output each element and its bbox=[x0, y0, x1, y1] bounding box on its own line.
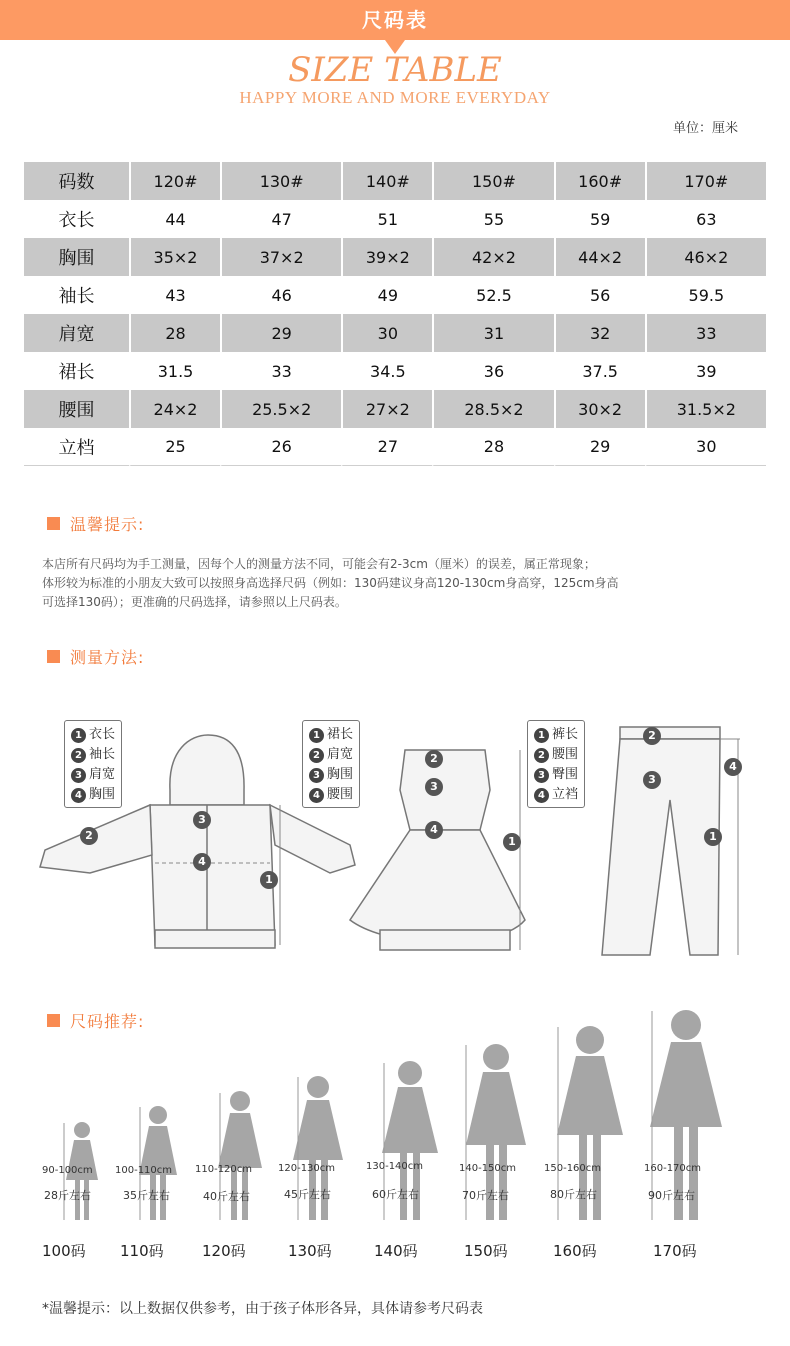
legend-label: 袖长 bbox=[89, 747, 116, 762]
table-cell: 30×2 bbox=[554, 390, 645, 428]
table-row bbox=[24, 428, 766, 466]
number-badge: 3 bbox=[309, 768, 324, 783]
table-cell: 29 bbox=[220, 314, 341, 352]
row-label: 裙长 bbox=[24, 352, 129, 390]
recommend-size: 160码 bbox=[553, 1242, 597, 1260]
recommend-weight: 45斤左右 bbox=[284, 1188, 331, 1201]
table-cell: 30 bbox=[645, 428, 766, 466]
measure-marker: 3 bbox=[193, 811, 211, 829]
banner-title: 尺码表 bbox=[362, 8, 428, 32]
tips-title: 温馨提示: bbox=[70, 515, 145, 534]
dress-legend bbox=[302, 720, 360, 808]
table-cell: 33 bbox=[220, 352, 341, 390]
measure-marker: 1 bbox=[260, 871, 278, 889]
row-label: 衣长 bbox=[24, 200, 129, 238]
tips-line: 体形较为标准的小朋友大致可以按照身高选择尺码（例如：130码建议身高120-130cm身高穿，125cm身高 bbox=[42, 576, 619, 590]
recommend-weight: 60斤左右 bbox=[372, 1188, 419, 1201]
legend-item bbox=[534, 725, 578, 745]
measure-marker: 2 bbox=[425, 750, 443, 768]
recommend-height: 110-120cm bbox=[195, 1164, 253, 1175]
number-badge: 2 bbox=[309, 748, 324, 763]
recommend-height: 130-140cm bbox=[366, 1161, 424, 1172]
measure-figure bbox=[30, 705, 770, 975]
header-cell: 码数 bbox=[24, 162, 129, 200]
recommend-weight: 90斤左右 bbox=[648, 1189, 695, 1202]
table-cell: 39×2 bbox=[341, 238, 432, 276]
header-cell: 120# bbox=[129, 162, 220, 200]
header-cell: 170# bbox=[645, 162, 766, 200]
table-header-row bbox=[24, 162, 766, 200]
measure-heading bbox=[47, 645, 144, 668]
table-cell: 26 bbox=[220, 428, 341, 466]
tips-line: 可选择130码）；更准确的尺码选择，请参照以上尺码表。 bbox=[42, 595, 347, 609]
table-cell: 46×2 bbox=[645, 238, 766, 276]
table-cell: 29 bbox=[554, 428, 645, 466]
table-cell: 35×2 bbox=[129, 238, 220, 276]
recommend-size: 100码 bbox=[42, 1242, 86, 1260]
table-cell: 46 bbox=[220, 276, 341, 314]
number-badge: 4 bbox=[309, 788, 324, 803]
table-cell: 43 bbox=[129, 276, 220, 314]
table-cell: 51 bbox=[341, 200, 432, 238]
table-cell: 24×2 bbox=[129, 390, 220, 428]
measure-title: 测量方法: bbox=[70, 648, 145, 667]
table-cell: 25 bbox=[129, 428, 220, 466]
table-cell: 37×2 bbox=[220, 238, 341, 276]
measure-marker: 4 bbox=[425, 821, 443, 839]
legend-item bbox=[534, 785, 578, 805]
table-cell: 59.5 bbox=[645, 276, 766, 314]
row-label: 立档 bbox=[24, 428, 129, 466]
measure-marker: 3 bbox=[643, 771, 661, 789]
measure-marker: 4 bbox=[724, 758, 742, 776]
table-cell: 27 bbox=[341, 428, 432, 466]
legend-label: 裙长 bbox=[327, 727, 354, 742]
header-cell: 150# bbox=[432, 162, 553, 200]
measure-marker: 1 bbox=[503, 833, 521, 851]
recommend-height: 150-160cm bbox=[544, 1163, 602, 1174]
recommend-size: 130码 bbox=[288, 1242, 332, 1260]
table-cell: 39 bbox=[645, 352, 766, 390]
measure-marker: 2 bbox=[643, 727, 661, 745]
table-cell: 59 bbox=[554, 200, 645, 238]
legend-label: 肩宽 bbox=[327, 747, 354, 762]
table-cell: 36 bbox=[432, 352, 553, 390]
table-row bbox=[24, 314, 766, 352]
number-badge: 1 bbox=[309, 728, 324, 743]
recommend-weight: 40斤左右 bbox=[203, 1190, 250, 1203]
legend-item bbox=[309, 765, 353, 785]
legend-item bbox=[534, 745, 578, 765]
table-cell: 33 bbox=[645, 314, 766, 352]
square-bullet-icon bbox=[47, 517, 60, 530]
legend-label: 裤长 bbox=[552, 727, 579, 742]
measure-marker: 2 bbox=[80, 827, 98, 845]
table-cell: 55 bbox=[432, 200, 553, 238]
measure-marker: 3 bbox=[425, 778, 443, 796]
pants-legend bbox=[527, 720, 585, 808]
table-cell: 30 bbox=[341, 314, 432, 352]
header-cell: 160# bbox=[554, 162, 645, 200]
recommend-size: 120码 bbox=[202, 1242, 246, 1260]
square-bullet-icon bbox=[47, 650, 60, 663]
legend-item bbox=[309, 785, 353, 805]
table-cell: 37.5 bbox=[554, 352, 645, 390]
number-badge: 1 bbox=[71, 728, 86, 743]
legend-label: 腰围 bbox=[327, 787, 354, 802]
recommend-title: 尺码推荐: bbox=[70, 1012, 145, 1031]
row-label: 腰围 bbox=[24, 390, 129, 428]
number-badge: 1 bbox=[534, 728, 549, 743]
tips-heading bbox=[47, 512, 144, 535]
legend-label: 衣长 bbox=[89, 727, 116, 742]
table-cell: 25.5×2 bbox=[220, 390, 341, 428]
number-badge: 3 bbox=[534, 768, 549, 783]
recommend-height: 120-130cm bbox=[278, 1163, 336, 1174]
recommend-height: 140-150cm bbox=[459, 1163, 517, 1174]
number-badge: 4 bbox=[71, 788, 86, 803]
recommend-weight: 35斤左右 bbox=[123, 1189, 170, 1202]
legend-item bbox=[534, 765, 578, 785]
recommend-size: 110码 bbox=[120, 1242, 164, 1260]
row-label: 袖长 bbox=[24, 276, 129, 314]
table-cell: 28.5×2 bbox=[432, 390, 553, 428]
table-cell: 44 bbox=[129, 200, 220, 238]
table-row bbox=[24, 276, 766, 314]
recommend-weight: 70斤左右 bbox=[462, 1189, 509, 1202]
recommend-size: 140码 bbox=[374, 1242, 418, 1260]
table-cell: 31.5×2 bbox=[645, 390, 766, 428]
table-row bbox=[24, 200, 766, 238]
table-cell: 27×2 bbox=[341, 390, 432, 428]
legend-label: 立裆 bbox=[552, 787, 579, 802]
table-cell: 49 bbox=[341, 276, 432, 314]
table-row bbox=[24, 390, 766, 428]
legend-item bbox=[309, 725, 353, 745]
table-cell: 56 bbox=[554, 276, 645, 314]
legend-label: 腰围 bbox=[552, 747, 579, 762]
legend-label: 臀围 bbox=[552, 767, 579, 782]
garment-sketches bbox=[30, 705, 770, 975]
header-cell: 140# bbox=[341, 162, 432, 200]
recommend-height: 160-170cm bbox=[644, 1163, 702, 1174]
table-row bbox=[24, 352, 766, 390]
table-cell: 31.5 bbox=[129, 352, 220, 390]
measure-marker: 1 bbox=[704, 828, 722, 846]
table-cell: 34.5 bbox=[341, 352, 432, 390]
legend-item bbox=[71, 725, 115, 745]
recommend-weight: 80斤左右 bbox=[550, 1188, 597, 1201]
size-table-subtitle: HAPPY MORE AND MORE EVERYDAY bbox=[239, 88, 551, 107]
table-cell: 28 bbox=[129, 314, 220, 352]
recommend-size: 170码 bbox=[653, 1242, 697, 1260]
number-badge: 3 bbox=[71, 768, 86, 783]
table-cell: 32 bbox=[554, 314, 645, 352]
measure-marker: 4 bbox=[193, 853, 211, 871]
number-badge: 2 bbox=[71, 748, 86, 763]
size-table-title: SIZE TABLE bbox=[288, 50, 502, 90]
table-cell: 44×2 bbox=[554, 238, 645, 276]
legend-label: 胸围 bbox=[327, 767, 354, 782]
table-cell: 42×2 bbox=[432, 238, 553, 276]
table-cell: 28 bbox=[432, 428, 553, 466]
recommend-weight: 28斤左右 bbox=[44, 1189, 91, 1202]
table-cell: 31 bbox=[432, 314, 553, 352]
table-row bbox=[24, 238, 766, 276]
legend-item bbox=[71, 765, 115, 785]
number-badge: 2 bbox=[534, 748, 549, 763]
tips-line: 本店所有尺码均为手工测量，因每个人的测量方法不同，可能会有2-3cm（厘米）的误差，属正常现象； bbox=[42, 557, 596, 571]
table-cell: 47 bbox=[220, 200, 341, 238]
size-table bbox=[24, 162, 766, 466]
row-label: 肩宽 bbox=[24, 314, 129, 352]
recommend-height: 100-110cm bbox=[115, 1165, 173, 1176]
legend-label: 肩宽 bbox=[89, 767, 116, 782]
tips-paragraph bbox=[42, 555, 752, 612]
recommend-figure bbox=[30, 1005, 770, 1265]
footer-note: *温馨提示：以上数据仅供参考，由于孩子体形各异，具体请参考尺码表 bbox=[42, 1301, 483, 1317]
table-cell: 52.5 bbox=[432, 276, 553, 314]
table-cell: 63 bbox=[645, 200, 766, 238]
legend-item bbox=[71, 785, 115, 805]
recommend-height: 90-100cm bbox=[42, 1165, 93, 1176]
pants-sketch bbox=[602, 727, 720, 955]
legend-item bbox=[309, 745, 353, 765]
legend-label: 胸围 bbox=[89, 787, 116, 802]
jacket-legend bbox=[64, 720, 122, 808]
legend-item bbox=[71, 745, 115, 765]
number-badge: 4 bbox=[534, 788, 549, 803]
header-cell: 130# bbox=[220, 162, 341, 200]
row-label: 胸围 bbox=[24, 238, 129, 276]
recommend-size: 150码 bbox=[464, 1242, 508, 1260]
unit-label: 单位：厘米 bbox=[672, 121, 738, 136]
